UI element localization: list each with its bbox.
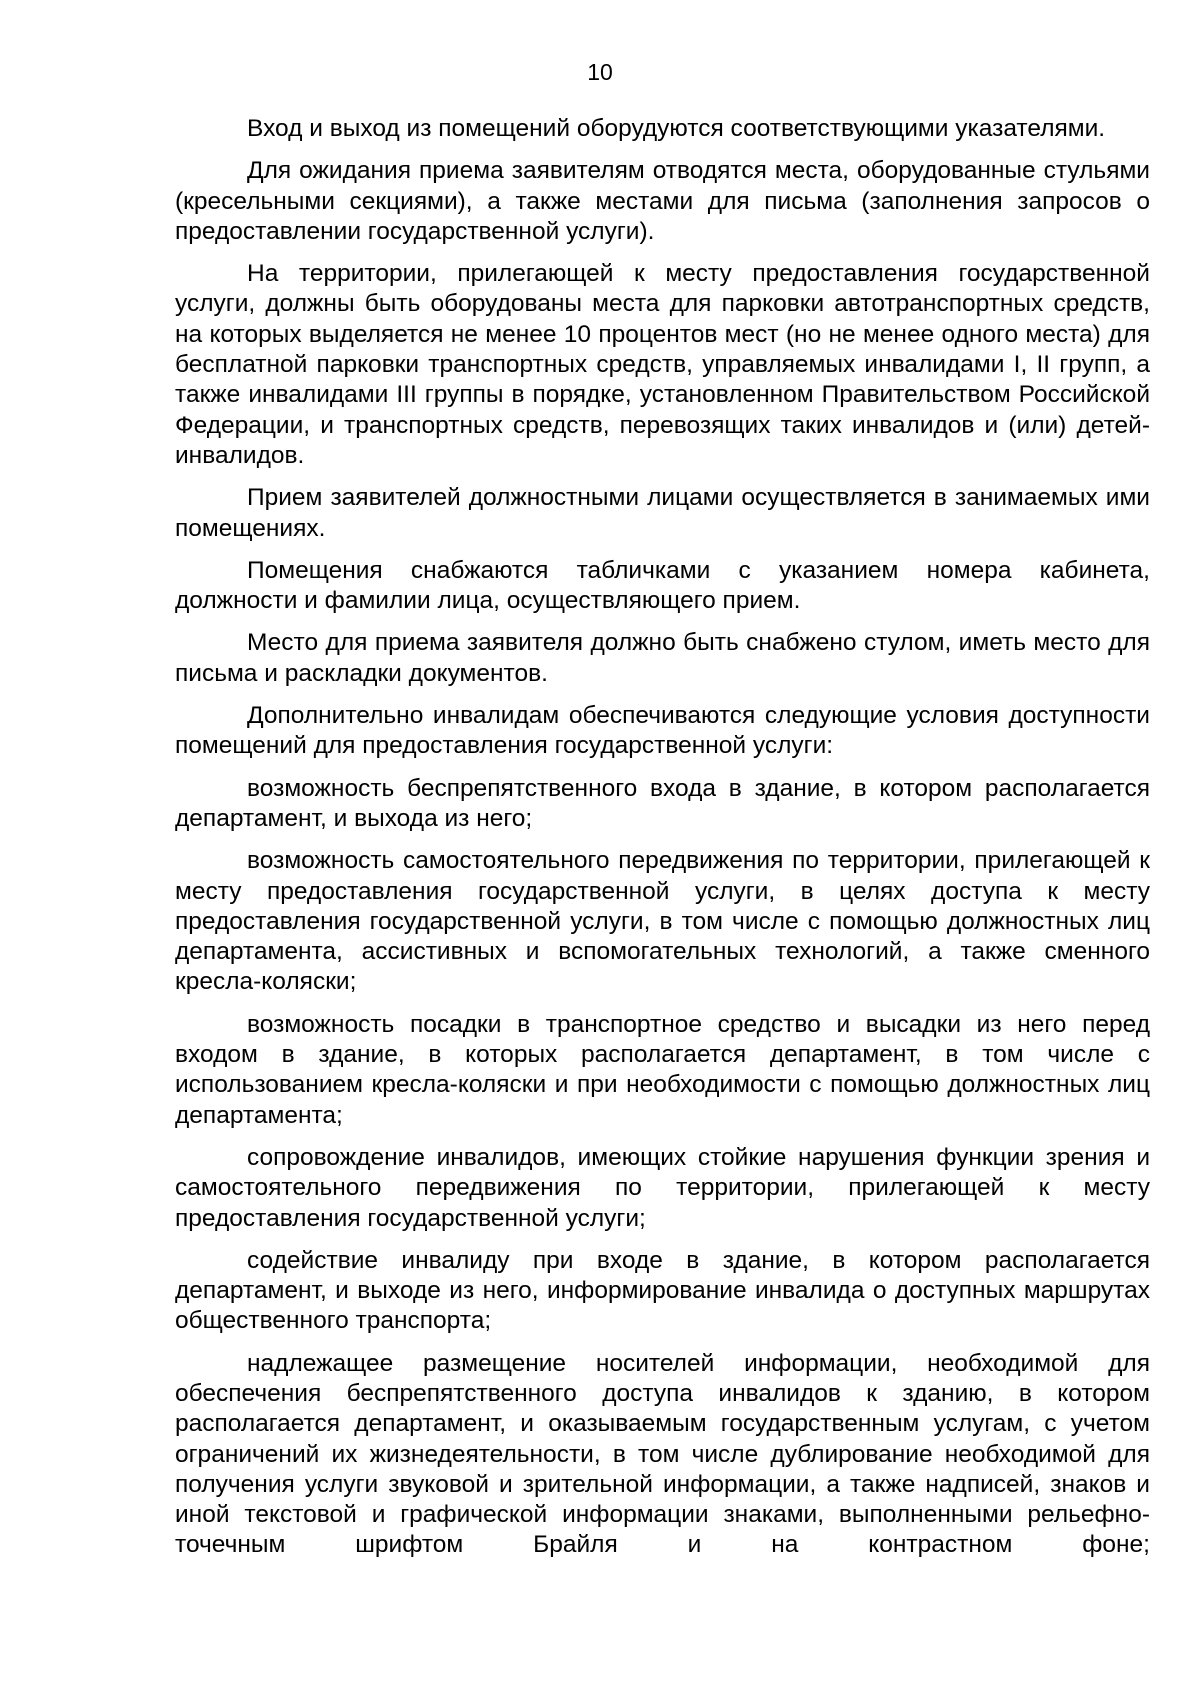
paragraph-room-signs: Помещения снабжаются табличками с указанием номера кабинета, должности и фамилии лица, осуществляющего прием. bbox=[175, 556, 1150, 615]
paragraph-information-carriers: надлежащее размещение носителей информации, необходимой для обеспечения беспрепятственного доступа инвалидов к зданию, в котором располагается департамент, и оказываемым государственным услугам, с учетом ограничений их жизнедеятельности, в том числе дублирование необходимой для получения услуги звуковой и зрительной информации, а также надписей, знаков и иной текстовой и графической информации знаками, выполненными рельефно-точечным шрифтом Брайля и на контрастном фоне; bbox=[175, 1349, 1150, 1559]
paragraph-movement: возможность самостоятельного передвижения по территории, прилегающей к месту предоставления государственной услуги, в целях доступа к месту предоставления государственной услуги, в том числе с помощью должностных лиц департамента, ассистивных и вспомогательных технологий, а также сменного кресла-коляски; bbox=[175, 847, 1150, 996]
paragraph-applicant-place: Место для приема заявителя должно быть снабжено стулом, иметь место для письма и раскладки документов. bbox=[175, 629, 1150, 687]
paragraph-escort: сопровождение инвалидов, имеющих стойкие нарушения функции зрения и самостоятельного передвижения по территории, прилегающей к месту предоставления государственной услуги; bbox=[175, 1143, 1150, 1232]
paragraph-entrance-signs: Вход и выход из помещений оборудуются соответствующими указателями. bbox=[247, 115, 1106, 142]
paragraph-assistance: содействие инвалиду при входе в здание, в котором располагается департамент, и выходе из него, информирование инвалида о доступных маршрутах общественного транспорта; bbox=[175, 1246, 1150, 1335]
paragraph-parking: На территории, прилегающей к месту предоставления государственной услуги, должны быть оборудованы места для парковки автотранспортных средств, на которых выделяется не менее 10 процентов мест (но не менее одного места) для бесплатной парковки транспортных средств, управляемых инвалидами I, II групп, а также инвалидами III группы в порядке, установленном Правительством Российской Федерации, и транспортных средств, перевозящих таких инвалидов и (или) детей-инвалидов. bbox=[175, 260, 1150, 469]
paragraph-waiting-places: Для ожидания приема заявителям отводятся места, оборудованные стульями (кресельными секциями), а также местами для письма (заполнения запросов о предоставлении государственной услуги). bbox=[175, 157, 1150, 245]
page-number: 10 bbox=[587, 59, 613, 85]
paragraph-entry-exit: возможность беспрепятственного входа в здание, в котором располагается департамент, и выхода из него; bbox=[175, 774, 1150, 832]
paragraph-reception: Прием заявителей должностными лицами осуществляется в занимаемых ими помещениях. bbox=[175, 484, 1150, 542]
document-body bbox=[175, 114, 1150, 1573]
paragraph-boarding: возможность посадки в транспортное средство и высадки из него перед входом в здание, в которых располагается департамент, в том числе с использованием кресла-коляски и при необходимости с помощью должностных лиц департамента; bbox=[175, 1010, 1150, 1129]
paragraph-accessibility-intro: Дополнительно инвалидам обеспечиваются следующие условия доступности помещений для предоставления государственной услуги: bbox=[175, 702, 1150, 760]
